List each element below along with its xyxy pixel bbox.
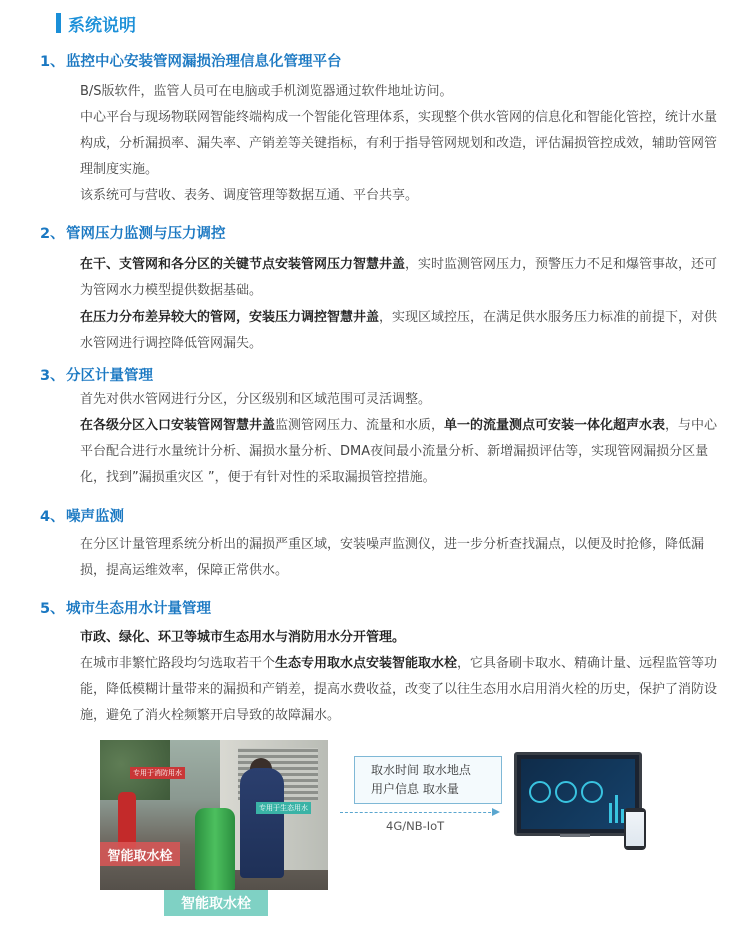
section-number: 3、 [40, 368, 65, 384]
text-run: ，与中心平台配合进行水量统计分析、漏损水量分析、DMA夜间最小流量分析、新增漏损评估等，实现管网漏损分区量化，找到”漏损重灾区 ”，便于有针对性的采取漏损管控措施。 [80, 418, 718, 485]
section-title: 管网压力监测与压力调控 [66, 226, 226, 242]
bar-icon [615, 795, 618, 823]
worker-shape [240, 768, 284, 878]
text-run: 中心平台与现场物联网智能终端构成一个智能化管理体系，实现整个供水管网的信息化和智能化管控，统计水量构成，分析漏损率、漏失率、产销差等关键指标，有利于指导管网规划和改造，评估漏损管控成效，辅助管网管理制度实施。 [80, 110, 718, 177]
smart-hydrant-label-red: 智能取水栓 [100, 842, 180, 866]
gauge-icon [581, 781, 603, 803]
phone-screen [626, 812, 644, 846]
page-title [56, 10, 136, 36]
section-title: 分区计量管理 [66, 368, 153, 384]
gauge-icon [555, 781, 577, 803]
text-run: ，实时监测管网压力，预警压力不足和爆管事故，还可为管网水力模型提供数据基础。 [80, 257, 718, 298]
monitor-icon [514, 752, 642, 836]
section-2-heading [40, 222, 226, 243]
bold-text-run: 生态专用取水点安装智能取水栓 [275, 656, 458, 671]
section-1-paragraph-1 [80, 79, 720, 105]
bold-text-run: 单一的流量测点可安装一体化超声水表 [444, 418, 666, 433]
text-run: ，它具备刷卡取水、精确计量、远程监管等功能，降低模糊计量带来的漏损和产销差，提高水费收益，改变了以往生态用水启用消火栓的历史，保护了消防设施，避免了消火栓频繁开启导致的故障漏水。 [80, 656, 718, 723]
title-accent-bar [56, 13, 61, 33]
section-3-paragraph-1 [80, 387, 720, 413]
bold-text-run: 市政、绿化、环卫等城市生态用水与消防用水分开管理。 [80, 630, 406, 645]
bold-text-run: 在各级分区入口安装管网智慧井盖 [80, 418, 276, 433]
section-3-paragraph-2 [80, 413, 720, 491]
section-3-heading [40, 364, 153, 385]
smart-hydrant-label-green: 智能取水栓 [164, 890, 268, 916]
monitor-stand [560, 834, 590, 837]
phone-icon [624, 808, 646, 850]
section-5-paragraph-1 [80, 625, 720, 651]
section-title: 噪声监测 [66, 509, 124, 525]
fire-use-tag: 专用于消防用水 [130, 767, 185, 779]
hydrant-photo [100, 740, 328, 890]
text-run: 在分区计量管理系统分析出的漏损严重区域，安装噪声监测仪，进一步分析查找漏点，以便及时抢修，降低漏损，提高运维效率，保障正常供水。 [80, 537, 705, 578]
section-number: 2、 [40, 226, 65, 242]
section-4-paragraph-1 [80, 532, 720, 584]
text-run: ，实现区域控压，在满足供水服务压力标准的前提下，对供水管网进行调控降低管网漏失。 [80, 310, 718, 351]
gauge-icon [529, 781, 551, 803]
dashboard-screen [521, 759, 635, 829]
page-title-text: 系统说明 [68, 15, 136, 36]
section-1-paragraph-3 [80, 183, 720, 209]
info-line-1: 取水时间 取水地点 [371, 763, 471, 777]
bar-icon [609, 803, 612, 823]
bold-text-run: 在干、支管网和各分区的关键节点安装管网压力智慧井盖 [80, 257, 406, 272]
section-1-heading [40, 50, 342, 71]
text-run: 在城市非繁忙路段均匀选取若干个 [80, 656, 276, 671]
section-5-heading [40, 597, 211, 618]
fire-hydrant-shape [118, 792, 136, 848]
section-5-paragraph-2 [80, 651, 720, 729]
section-1-paragraph-2 [80, 105, 720, 183]
section-2-paragraph-2 [80, 305, 720, 357]
info-line-2: 用户信息 取水量 [371, 782, 459, 796]
network-label: 4G/NB-IoT [386, 819, 445, 833]
data-info-box [354, 756, 502, 804]
section-2-paragraph-1 [80, 252, 720, 304]
section-number: 5、 [40, 601, 65, 617]
section-title: 监控中心安装管网漏损治理信息化管理平台 [66, 54, 342, 70]
text-run: B/S版软件，监管人员可在电脑或手机浏览器通过软件地址访问。 [80, 84, 453, 99]
section-title: 城市生态用水计量管理 [66, 601, 211, 617]
smart-hydrant-shape [195, 808, 235, 890]
text-run: 监测管网压力、流量和水质， [275, 418, 445, 433]
eco-use-tag: 专用于生态用水 [256, 802, 311, 814]
text-run: 该系统可与营收、表务、调度管理等数据互通、平台共享。 [80, 188, 419, 203]
transmission-arrow [340, 812, 496, 813]
bold-text-run: 在压力分布差异较大的管网，安装压力调控智慧井盖 [80, 310, 380, 325]
section-number: 4、 [40, 509, 65, 525]
arrow-head-icon [492, 808, 500, 816]
text-run: 首先对供水管网进行分区，分区级别和区域范围可灵活调整。 [80, 392, 432, 407]
section-4-heading [40, 505, 124, 526]
section-number: 1、 [40, 54, 65, 70]
